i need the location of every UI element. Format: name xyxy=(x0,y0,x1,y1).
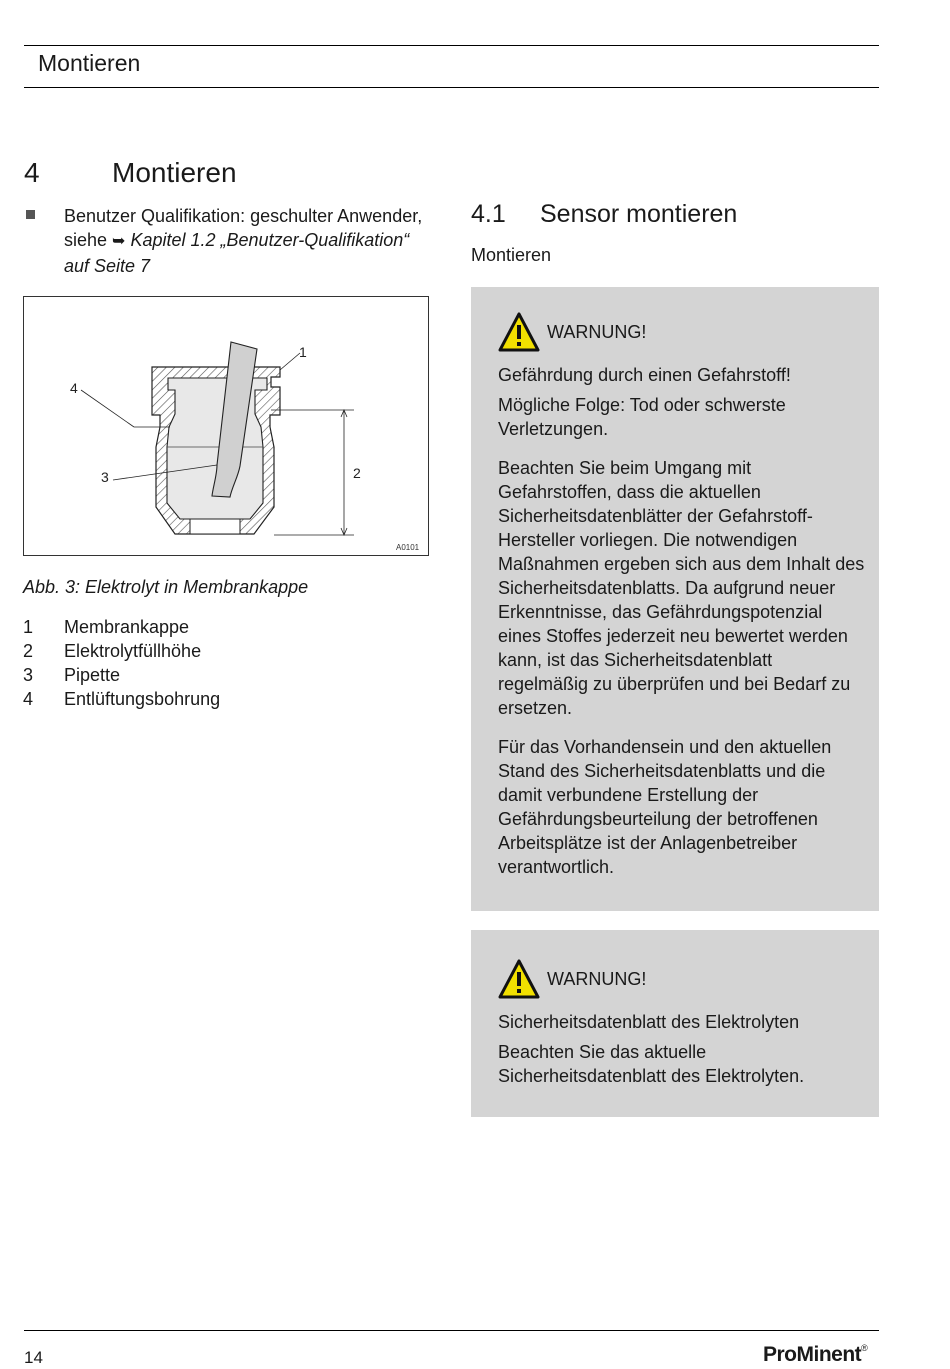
qualification-note xyxy=(64,204,434,278)
chapter-title: Montieren xyxy=(112,157,237,188)
membrane xyxy=(190,519,240,534)
prominent-logo xyxy=(763,1343,867,1367)
warning-box-1 xyxy=(471,287,879,911)
callout-3: 3 xyxy=(101,469,109,485)
warning-box-2 xyxy=(471,930,879,1117)
legend-item xyxy=(23,639,220,663)
callout-line-1 xyxy=(280,353,300,370)
legend-item xyxy=(23,663,220,687)
legend-label: Membrankappe xyxy=(64,617,190,637)
warning-paragraph: Beachten Sie beim Umgang mit Gefahrstoffen, dass die aktuellen Sicherheitsdatenblätter der Gefahrstoff-Hersteller vorliegen. Die notwendigen Maßnahmen ergeben sich aus dem Inhalt des Sicherheitsdatenblatts. Da aufgrund neuer Erkenntnisse, das Gefährdungspotenzial eines Stoffes jederzeit neu bewertet werden kann, ist das Sicherheitsdatenblatt regelmäßig zu überprüfen und bei Bedarf zu ersetzen. xyxy=(498,458,865,718)
warning-label: WARNUNG! xyxy=(547,321,647,342)
warning-label: WARNUNG! xyxy=(547,968,647,989)
legend-number: 4 xyxy=(23,689,34,709)
footer-rule xyxy=(24,1330,879,1331)
callout-line-4a xyxy=(81,390,134,427)
subheading: Montieren xyxy=(471,245,552,265)
callout-4: 4 xyxy=(70,380,78,396)
header-rule-top xyxy=(24,45,879,46)
qualification-text: Benutzer Qualifikation: geschulter Anwender, siehe xyxy=(64,206,423,250)
registered-mark-icon: ® xyxy=(861,1343,868,1353)
running-header: Montieren xyxy=(38,50,141,76)
membrane-cap-figure xyxy=(23,296,429,556)
figure-caption: Abb. 3: Elektrolyt in Membrankappe xyxy=(23,577,309,597)
figure-id: A0101 xyxy=(396,543,420,552)
legend-item xyxy=(23,687,220,711)
header-rule-bottom xyxy=(24,87,879,88)
warning-header xyxy=(498,309,865,355)
warning-header xyxy=(498,956,865,1002)
chapter-number: 4 xyxy=(24,157,40,188)
warning-paragraph: Für das Vorhandensein und den aktuellen Stand des Sicherheitsdatenblatts und die damit verbundene Erstellung der Gefährdungsbeurteilung der betroffenen Arbeitsplätze ist der Anlagenbetreiber verantwortlich. xyxy=(498,737,832,877)
warning-subtitle: Sicherheitsdatenblatt des Elektrolyten xyxy=(498,1012,800,1032)
callout-1: 1 xyxy=(299,344,307,360)
warning-consequence: Mögliche Folge: Tod oder schwerste Verletzungen. xyxy=(498,395,786,439)
warning-triangle-icon xyxy=(498,312,540,352)
section-title: Sensor montieren xyxy=(540,200,738,228)
membrane-cap-drawing xyxy=(24,297,428,555)
legend-number: 3 xyxy=(23,665,34,685)
warning-paragraph: Beachten Sie das aktuelle Sicherheitsdatenblatt des Elektrolyten. xyxy=(498,1042,805,1086)
legend-item xyxy=(23,615,220,639)
bullet-square-icon xyxy=(26,210,35,219)
legend-label: Entlüftungsbohrung xyxy=(64,689,221,709)
logo-text: ProMinent xyxy=(763,1343,862,1366)
reference-arrow-icon: ➥ xyxy=(112,233,126,250)
legend-number: 2 xyxy=(23,641,34,661)
legend-number: 1 xyxy=(23,617,34,637)
legend-label: Elektrolytfüllhöhe xyxy=(64,641,202,661)
page-number: 14 xyxy=(24,1348,43,1367)
warning-subtitle: Gefährdung durch einen Gefahrstoff! xyxy=(498,365,791,385)
callout-2: 2 xyxy=(353,465,361,481)
figure-legend xyxy=(23,615,220,711)
qualification-link[interactable]: Kapitel 1.2 „Benutzer-Qualifikation“ auf Seite 7 xyxy=(64,230,410,276)
legend-label: Pipette xyxy=(64,665,121,685)
electrolyte-cavity xyxy=(167,378,267,519)
warning-triangle-icon xyxy=(498,959,540,999)
section-number: 4.1 xyxy=(471,200,506,228)
